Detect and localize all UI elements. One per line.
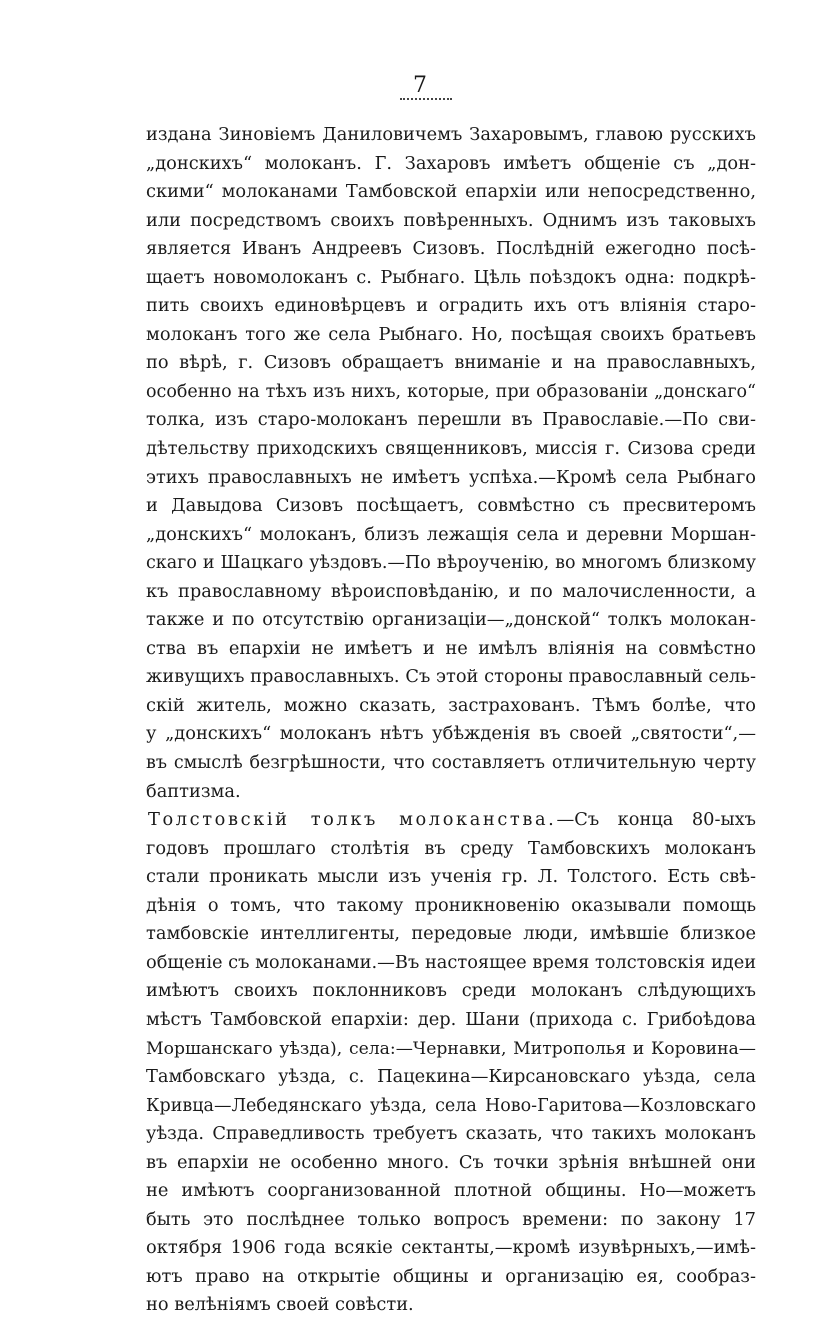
text-line: имѣютъ своихъ поклонниковъ среди молоканъ слѣдующихъ: [146, 980, 756, 1002]
text-line-with-heading: [146, 806, 756, 835]
page-number: 7: [413, 73, 427, 98]
text-line: къ православному вѣроисповѣданію, и по малочисленности, а: [146, 580, 756, 602]
text-line: общеніе съ молоканами.—Въ настоящее время толстовскія идеи: [146, 951, 756, 973]
text-line: издана Зиновіемъ Даниловичемъ Захаровымъ, главою русскихъ: [146, 124, 756, 145]
text-line: ства въ епархіи не имѣетъ и не имѣлъ вліянія на совмѣстно: [146, 637, 756, 659]
text-line: но велѣніямъ своей совѣсти.: [146, 1294, 414, 1316]
text-line: по вѣрѣ, г. Сизовъ обращаетъ вниманіе и на православныхъ,: [146, 352, 756, 374]
text-line: является Иванъ Андреевъ Сизовъ. Послѣдній ежегодно посѣ-: [146, 238, 756, 260]
text-line: въ смыслѣ безгрѣшности, что составляетъ отличительную черту: [146, 753, 756, 774]
text-line: молоканъ того же села Рыбнаго. Но, посѣщая своихъ братьевъ: [146, 323, 756, 345]
text-line: пить своихъ единовѣрцевъ и оградить ихъ отъ вліянія старо-: [146, 295, 756, 317]
text-line: не имѣютъ соорганизованной плотной общины. Но—можетъ: [146, 1180, 756, 1202]
text-line: баптизма.: [146, 780, 241, 802]
text-line: Кривца—Лебедянскаго уѣзда, села Ново-Гаритова—Козловскаго: [146, 1095, 756, 1116]
text-line: скаго и Шацкаго уѣздовъ.—По вѣроученію, во многомъ близкому: [146, 553, 756, 574]
text-line: также и по отсутствію организаціи—„донской“ толкъ молокан-: [146, 609, 756, 631]
text-line: Тамбовскаго уѣзда, с. Пацекина—Кирсановскаго уѣзда, села: [146, 1066, 756, 1088]
text-line: и Давыдова Сизовъ посѣщаетъ, совмѣстно съ пресвитеромъ: [146, 495, 756, 517]
text-line: дѣнія о томъ, что такому проникновенію оказывали помощь: [146, 894, 756, 916]
text-line: толка, изъ старо-молоканъ перешли въ Православіе.—По сви-: [146, 409, 756, 431]
text-line: скими“ молоканами Тамбовской епархіи или непосредственно,: [146, 181, 756, 203]
text-line: особенно на тѣхъ изъ нихъ, которые, при образованіи „донскаго“: [146, 381, 756, 402]
text-line: у „донскихъ“ молоканъ нѣтъ убѣжденія въ своей „святости“,—: [146, 723, 756, 745]
text-line: „донскихъ“ молоканъ. Г. Захаровъ имѣетъ общеніе съ „дон-: [146, 152, 756, 174]
text-line: живущихъ православныхъ. Съ этой стороны православный сель-: [146, 666, 756, 688]
text-line-remainder: —Съ конца 80-ыхъ: [556, 809, 756, 831]
text-line: быть это послѣднее только вопросъ времени: по закону 17: [146, 1208, 756, 1230]
text-line: тамбовскіе интеллигенты, передовые люди, имѣвшіе близкое: [146, 923, 756, 945]
text-line: уѣзда. Справедливость требуетъ сказать, что такихъ молоканъ: [146, 1123, 756, 1145]
text-line: щаетъ новомолоканъ с. Рыбнаго. Цѣль поѣздокъ одна: подкрѣ-: [146, 266, 756, 288]
text-line: Моршанскаго уѣзда), села:—Чернавки, Митрополья и Коровина—: [146, 1038, 756, 1059]
paragraph-1: [146, 121, 756, 806]
text-line: дѣтельству приходскихъ священниковъ, миссія г. Сизова среди: [146, 438, 756, 460]
text-line: въ епархіи не особенно много. Съ точки зрѣнія внѣшней они: [146, 1151, 756, 1173]
text-line: или посредствомъ своихъ повѣренныхъ. Однимъ изъ таковыхъ: [146, 209, 756, 231]
paragraph-2: [146, 806, 756, 1320]
section-heading: Толстовскій толкъ молоканства.: [148, 809, 557, 831]
text-line: этихъ православныхъ не имѣетъ успѣха.—Кромѣ села Рыбнаго: [146, 466, 756, 488]
text-line: ютъ право на открытіе общины и организацію ея, сообраз-: [146, 1265, 756, 1287]
body-text: [146, 121, 756, 1320]
text-line: скій житель, можно сказать, застрахованъ. Тѣмъ болѣе, что: [146, 694, 756, 716]
text-line: октября 1906 года всякіе сектанты,—кромѣ изувѣрныхъ,—имѣ-: [146, 1237, 756, 1259]
text-line: мѣстъ Тамбовской епархіи: дер. Шани (прихода с. Грибоѣдова: [146, 1008, 756, 1030]
text-line: „донскихъ“ молоканъ, близъ лежащія села и деревни Моршан-: [146, 523, 756, 545]
page-number-rule: [400, 98, 452, 100]
text-line: стали проникать мысли изъ ученія гр. Л. Толстого. Есть свѣ-: [146, 866, 756, 888]
text-line: годовъ прошлаго столѣтія въ среду Тамбовскихъ молоканъ: [146, 837, 756, 859]
